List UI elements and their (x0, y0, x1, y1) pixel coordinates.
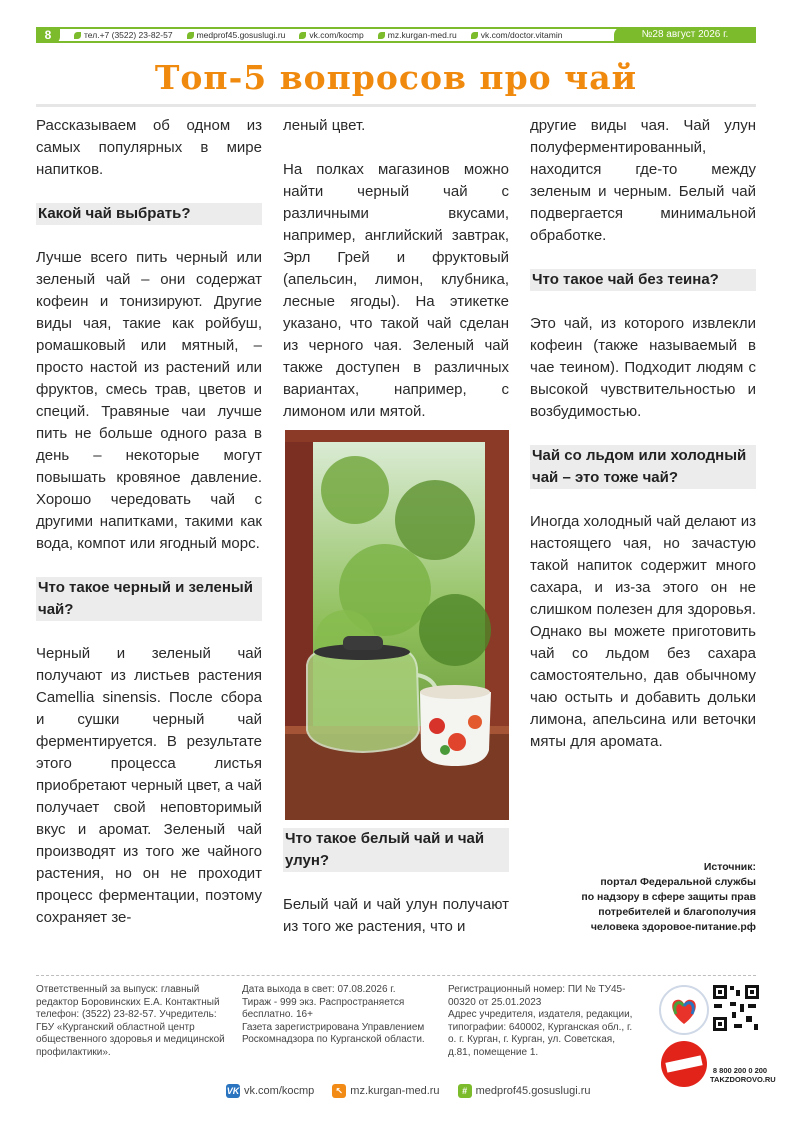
footer-links (226, 1084, 591, 1098)
cursor-icon: ↖ (332, 1084, 346, 1098)
article-column-2 (283, 115, 509, 445)
header-link-mz[interactable] (378, 28, 457, 42)
paragraph: Иногда холодный чай делают из настоящего чая, но зачастую такой напиток содержит много сахара, и из-за этого он не слишком полезен для здоровья. Однако вы можете приготовить чай со льдом без сахара самостоятельно, дав обычному чаю остыть и добавить дольки лимона, апельсина или веточки мяты для аромата. (530, 513, 756, 750)
section-heading: Что такое черный и зеленый чай? (36, 577, 262, 621)
paragraph: Это чай, из которого извлекли кофеин (также называемый в чае теином). Подходит людям с высокой чувствительностью и возбудимостью. (530, 315, 756, 420)
campaign-logo (660, 1040, 708, 1088)
header-link-text: mz.kurgan-med.ru (387, 30, 457, 40)
header-phone-text: тел.+7 (3522) 23-82-57 (84, 30, 173, 40)
section-heading: Какой чай выбрать? (36, 203, 262, 225)
paragraph: Лучше всего пить черный или зеленый чай – они содержат кофеин и тонизируют. Другие виды чая, такие как ройбуш, ромашковый или мятный, – просто настой из растений или фруктов, смесь трав, цветов и специй. Травяные чаи лучше пить не больше одного раза в день – некоторые могут повышать кровяное давление. Хорошо чередовать чай с другими напитками, такими как вода, компот или ягодный морс. (36, 249, 262, 552)
footer-link-text: vk.com/kocmp (244, 1085, 315, 1097)
source-line: человека здоровое-питание.рф (590, 921, 756, 933)
article-column-3 (530, 115, 756, 775)
hotline-phone: 8 800 200 0 200 (712, 1066, 768, 1075)
header-link-text: medprof45.gosuslugi.ru (196, 30, 286, 40)
footer-divider (36, 975, 756, 976)
leaf-icon (471, 32, 478, 39)
tea-photo (285, 430, 509, 820)
article-title: Топ-5 вопросов про чай (154, 58, 638, 97)
footer-date: Дата выхода в свет: 07.08.2026 г. (242, 984, 396, 995)
footer-link-text: mz.kurgan-med.ru (350, 1085, 440, 1097)
page-number: 8 (36, 27, 60, 43)
vk-icon: VK (226, 1086, 240, 1096)
article-column-1 (36, 115, 262, 929)
header-link-text: vk.com/doctor.vitamin (480, 30, 563, 40)
source-credit (530, 860, 756, 935)
article-column-2-bottom (283, 894, 509, 938)
title-divider (36, 104, 756, 107)
public-health-center-logo (658, 984, 710, 1036)
footer-address: Адрес учредителя, издателя, редакции, типографии: 640002, Курганская обл., г. о. г. Курган, г. Курган, ул. Советская, д.81, помещение 1. (448, 1009, 633, 1058)
header-link-gosuslugi[interactable] (187, 28, 286, 42)
paragraph: На полках магазинов можно найти черный чай с различными вкусами, например, английский завтрак, Эрл Грей и фруктовый (апельсин, лимон, клубника, лесные ягоды). На этикетке указано, что такой чай сделан из черного чая. Зеленый чай также доступен в различных вариантах, например, с лимоном или мятой. (283, 161, 509, 420)
section-heading: Чай со льдом или холодный чай – это тоже чай? (530, 445, 756, 489)
gosuslugi-icon: # (458, 1084, 472, 1098)
paragraph: Черный и зеленый чай получают из листьев растения Camellia sinensis. После сбора и сушки черный чай ферментируется. В результате этого процесса листья приобретают черный цвет, а чай получает свой неповторимый вкус и аромат. Зеленый чай производят из того же чайного растения, но он не проходит процесс ферментации, поэтому сохраняет зе- (36, 645, 262, 926)
footer-link-text: medprof45.gosuslugi.ru (475, 1085, 591, 1097)
source-line: портал Федеральной службы (600, 876, 756, 888)
footer-registration-info (448, 984, 634, 1059)
leaf-icon (74, 32, 81, 39)
header-phone (74, 28, 173, 42)
paragraph: леный цвет. (283, 117, 366, 134)
source-line: по надзору в сфере защиты прав (581, 891, 756, 903)
header-contacts (74, 28, 562, 42)
paragraph: другие виды чая. Чай улун полуферментированный, находится где-то между зеленым и черным. Белый чай подвергается минимальной обработке. (530, 117, 756, 244)
paragraph: Белый чай и чай улун получают из того же растения, что и (283, 896, 509, 935)
section-heading: Что такое чай без теина? (530, 269, 756, 291)
leaf-icon (187, 32, 194, 39)
intro-paragraph: Рассказываем об одном из самых популярных в мире напитков. (36, 117, 262, 178)
footer-circulation: Тираж - 999 экз. Распространяется бесплатно. 16+ (242, 996, 405, 1020)
source-label: Источник: (703, 861, 756, 873)
hotline-site: TAKZDOROVO.RU (710, 1075, 776, 1084)
footer-link-gosuslugi[interactable] (458, 1084, 591, 1098)
header-link-text: vk.com/kocmp (309, 30, 364, 40)
hotline-info (710, 1066, 776, 1084)
footer-reg-number: Регистрационный номер: ПИ № ТУ45-00320 от 25.01.2023 (448, 984, 626, 1008)
footer-link-vk[interactable] (226, 1084, 314, 1098)
qr-code[interactable] (712, 984, 760, 1032)
leaf-icon (378, 32, 385, 39)
footer-editor-info: Ответственный за выпуск: главный редактор Боровинских Е.А. Контактный телефон: (3522) 23-82-57. Учредитель: ГБУ «Курганский областной центр общественного здоровья и медицинской профилактики». (36, 984, 225, 1058)
footer-registration-note: Газета зарегистрирована Управлением Роскомнадзора по Курганской области. (242, 1021, 425, 1045)
footer-publication-info (242, 984, 438, 1047)
issue-badge: №28 август 2026 г. (614, 27, 756, 43)
tea-photo-image (285, 430, 509, 820)
footer-link-mz[interactable] (332, 1084, 439, 1098)
header-link-doctor-vitamin[interactable] (471, 28, 563, 42)
leaf-icon (299, 32, 306, 39)
header-link-vk[interactable] (299, 28, 363, 42)
source-line: потребителей и благополучия (598, 906, 756, 918)
section-heading: Что такое белый чай и чай улун? (283, 828, 509, 872)
